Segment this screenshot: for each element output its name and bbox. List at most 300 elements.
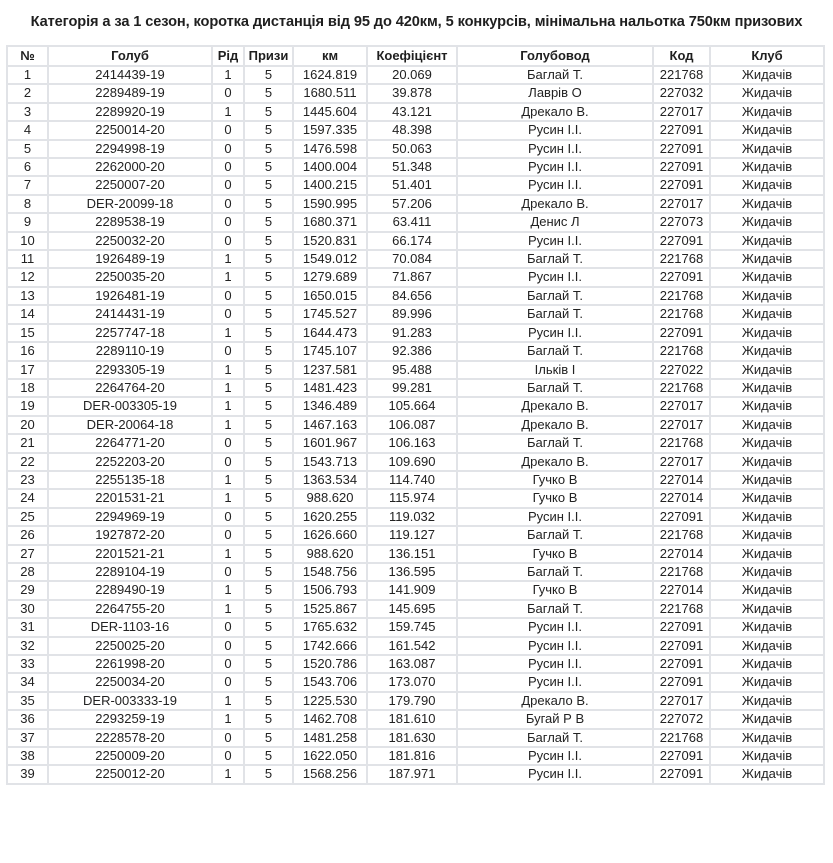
cell-coefficient: 70.084 xyxy=(367,250,457,268)
cell-fancier: Русин І.І. xyxy=(457,655,653,673)
header-club: Клуб xyxy=(710,46,824,66)
table-row xyxy=(7,140,824,158)
cell-fancier: Баглай Т. xyxy=(457,305,653,323)
cell-prizes: 5 xyxy=(244,213,293,231)
cell-sex: 1 xyxy=(212,361,244,379)
cell-coefficient: 119.032 xyxy=(367,508,457,526)
table-row xyxy=(7,729,824,747)
cell-sex: 0 xyxy=(212,342,244,360)
cell-code: 227017 xyxy=(653,453,710,471)
cell-sex: 0 xyxy=(212,453,244,471)
cell-number: 15 xyxy=(7,324,48,342)
cell-pigeon: DER-20099-18 xyxy=(48,195,212,213)
cell-sex: 0 xyxy=(212,673,244,691)
cell-fancier: Баглай Т. xyxy=(457,379,653,397)
cell-pigeon: 2250009-20 xyxy=(48,747,212,765)
table-row xyxy=(7,600,824,618)
cell-number: 9 xyxy=(7,213,48,231)
cell-fancier: Гучко В xyxy=(457,545,653,563)
cell-pigeon: 2289489-19 xyxy=(48,84,212,102)
cell-number: 39 xyxy=(7,765,48,783)
cell-fancier: Баглай Т. xyxy=(457,563,653,581)
cell-sex: 0 xyxy=(212,140,244,158)
table-row xyxy=(7,747,824,765)
table-row xyxy=(7,103,824,121)
cell-club: Жидачів xyxy=(710,361,824,379)
cell-number: 13 xyxy=(7,287,48,305)
cell-coefficient: 106.087 xyxy=(367,416,457,434)
cell-club: Жидачів xyxy=(710,268,824,286)
cell-number: 22 xyxy=(7,453,48,471)
table-row xyxy=(7,434,824,452)
cell-km: 1590.995 xyxy=(293,195,367,213)
cell-sex: 0 xyxy=(212,618,244,636)
cell-coefficient: 92.386 xyxy=(367,342,457,360)
cell-sex: 1 xyxy=(212,250,244,268)
cell-prizes: 5 xyxy=(244,361,293,379)
cell-coefficient: 145.695 xyxy=(367,600,457,618)
cell-sex: 0 xyxy=(212,729,244,747)
cell-prizes: 5 xyxy=(244,747,293,765)
cell-fancier: Русин І.І. xyxy=(457,140,653,158)
cell-code: 227017 xyxy=(653,397,710,415)
cell-number: 12 xyxy=(7,268,48,286)
cell-number: 7 xyxy=(7,176,48,194)
cell-club: Жидачів xyxy=(710,545,824,563)
cell-club: Жидачів xyxy=(710,526,824,544)
cell-club: Жидачів xyxy=(710,508,824,526)
cell-km: 1363.534 xyxy=(293,471,367,489)
cell-coefficient: 109.690 xyxy=(367,453,457,471)
cell-fancier: Русин І.І. xyxy=(457,637,653,655)
cell-club: Жидачів xyxy=(710,121,824,139)
cell-pigeon: 1926481-19 xyxy=(48,287,212,305)
cell-pigeon: 2294998-19 xyxy=(48,140,212,158)
cell-number: 18 xyxy=(7,379,48,397)
cell-fancier: Русин І.І. xyxy=(457,268,653,286)
cell-club: Жидачів xyxy=(710,103,824,121)
header-number: № xyxy=(7,46,48,66)
cell-pigeon: 2250035-20 xyxy=(48,268,212,286)
cell-prizes: 5 xyxy=(244,655,293,673)
table-row xyxy=(7,213,824,231)
cell-club: Жидачів xyxy=(710,232,824,250)
cell-club: Жидачів xyxy=(710,342,824,360)
cell-code: 227017 xyxy=(653,195,710,213)
cell-code: 227014 xyxy=(653,545,710,563)
cell-km: 1400.215 xyxy=(293,176,367,194)
header-fancier: Голубовод xyxy=(457,46,653,66)
cell-km: 1481.423 xyxy=(293,379,367,397)
cell-prizes: 5 xyxy=(244,379,293,397)
cell-pigeon: 2289104-19 xyxy=(48,563,212,581)
cell-km: 1680.511 xyxy=(293,84,367,102)
cell-fancier: Русин І.І. xyxy=(457,232,653,250)
cell-sex: 0 xyxy=(212,176,244,194)
cell-code: 221768 xyxy=(653,305,710,323)
header-code: Код xyxy=(653,46,710,66)
cell-code: 227091 xyxy=(653,121,710,139)
table-row xyxy=(7,489,824,507)
cell-club: Жидачів xyxy=(710,673,824,691)
cell-club: Жидачів xyxy=(710,729,824,747)
cell-sex: 0 xyxy=(212,508,244,526)
cell-fancier: Дрекало В. xyxy=(457,692,653,710)
header-pigeon: Голуб xyxy=(48,46,212,66)
cell-code: 221768 xyxy=(653,342,710,360)
cell-number: 32 xyxy=(7,637,48,655)
cell-coefficient: 43.121 xyxy=(367,103,457,121)
cell-code: 221768 xyxy=(653,434,710,452)
table-row xyxy=(7,268,824,286)
cell-coefficient: 51.401 xyxy=(367,176,457,194)
cell-sex: 1 xyxy=(212,324,244,342)
table-row xyxy=(7,287,824,305)
cell-km: 1520.831 xyxy=(293,232,367,250)
cell-coefficient: 159.745 xyxy=(367,618,457,636)
cell-pigeon: 2250034-20 xyxy=(48,673,212,691)
cell-fancier: Дрекало В. xyxy=(457,103,653,121)
cell-club: Жидачів xyxy=(710,416,824,434)
table-row xyxy=(7,710,824,728)
cell-pigeon: 2414431-19 xyxy=(48,305,212,323)
cell-pigeon: 2257747-18 xyxy=(48,324,212,342)
cell-fancier: Баглай Т. xyxy=(457,600,653,618)
cell-code: 227072 xyxy=(653,710,710,728)
cell-code: 227091 xyxy=(653,508,710,526)
cell-sex: 0 xyxy=(212,434,244,452)
cell-prizes: 5 xyxy=(244,526,293,544)
cell-prizes: 5 xyxy=(244,342,293,360)
cell-km: 1742.666 xyxy=(293,637,367,655)
cell-fancier: Лаврів О xyxy=(457,84,653,102)
cell-number: 33 xyxy=(7,655,48,673)
cell-pigeon: 2414439-19 xyxy=(48,66,212,84)
cell-fancier: Гучко В xyxy=(457,471,653,489)
cell-pigeon: 2261998-20 xyxy=(48,655,212,673)
cell-club: Жидачів xyxy=(710,692,824,710)
cell-prizes: 5 xyxy=(244,158,293,176)
cell-prizes: 5 xyxy=(244,710,293,728)
cell-pigeon: 2293305-19 xyxy=(48,361,212,379)
cell-code: 227014 xyxy=(653,581,710,599)
cell-code: 221768 xyxy=(653,287,710,305)
cell-number: 5 xyxy=(7,140,48,158)
cell-coefficient: 84.656 xyxy=(367,287,457,305)
cell-pigeon: 2289920-19 xyxy=(48,103,212,121)
cell-coefficient: 161.542 xyxy=(367,637,457,655)
cell-number: 38 xyxy=(7,747,48,765)
cell-pigeon: 2264755-20 xyxy=(48,600,212,618)
cell-fancier: Гучко В xyxy=(457,581,653,599)
cell-club: Жидачів xyxy=(710,213,824,231)
cell-prizes: 5 xyxy=(244,250,293,268)
cell-club: Жидачів xyxy=(710,66,824,84)
cell-club: Жидачів xyxy=(710,287,824,305)
cell-prizes: 5 xyxy=(244,195,293,213)
table-row xyxy=(7,361,824,379)
table-row xyxy=(7,692,824,710)
cell-number: 3 xyxy=(7,103,48,121)
cell-fancier: Баглай Т. xyxy=(457,287,653,305)
cell-pigeon: DER-003305-19 xyxy=(48,397,212,415)
cell-km: 1237.581 xyxy=(293,361,367,379)
cell-code: 227014 xyxy=(653,489,710,507)
cell-number: 25 xyxy=(7,508,48,526)
cell-number: 1 xyxy=(7,66,48,84)
cell-pigeon: 2255135-18 xyxy=(48,471,212,489)
cell-km: 1568.256 xyxy=(293,765,367,783)
cell-prizes: 5 xyxy=(244,324,293,342)
cell-sex: 1 xyxy=(212,103,244,121)
cell-pigeon: 2201521-21 xyxy=(48,545,212,563)
cell-club: Жидачів xyxy=(710,618,824,636)
table-row xyxy=(7,232,824,250)
cell-prizes: 5 xyxy=(244,121,293,139)
cell-code: 221768 xyxy=(653,250,710,268)
cell-number: 21 xyxy=(7,434,48,452)
cell-club: Жидачів xyxy=(710,581,824,599)
cell-prizes: 5 xyxy=(244,489,293,507)
cell-prizes: 5 xyxy=(244,508,293,526)
cell-fancier: Денис Л xyxy=(457,213,653,231)
cell-sex: 1 xyxy=(212,692,244,710)
cell-km: 1543.713 xyxy=(293,453,367,471)
cell-km: 1225.530 xyxy=(293,692,367,710)
cell-sex: 0 xyxy=(212,232,244,250)
cell-fancier: Ільків І xyxy=(457,361,653,379)
cell-prizes: 5 xyxy=(244,66,293,84)
cell-pigeon: 2264771-20 xyxy=(48,434,212,452)
cell-fancier: Дрекало В. xyxy=(457,195,653,213)
cell-fancier: Баглай Т. xyxy=(457,526,653,544)
cell-number: 6 xyxy=(7,158,48,176)
cell-km: 1476.598 xyxy=(293,140,367,158)
cell-pigeon: DER-003333-19 xyxy=(48,692,212,710)
cell-sex: 0 xyxy=(212,637,244,655)
cell-fancier: Русин І.І. xyxy=(457,158,653,176)
cell-pigeon: 2250014-20 xyxy=(48,121,212,139)
cell-pigeon: 2294969-19 xyxy=(48,508,212,526)
cell-prizes: 5 xyxy=(244,140,293,158)
table-row xyxy=(7,416,824,434)
cell-number: 23 xyxy=(7,471,48,489)
cell-pigeon: 2250007-20 xyxy=(48,176,212,194)
cell-km: 1445.604 xyxy=(293,103,367,121)
cell-sex: 1 xyxy=(212,471,244,489)
table-row xyxy=(7,563,824,581)
table-row xyxy=(7,526,824,544)
table-body xyxy=(7,66,824,784)
page-title: Категорія а за 1 сезон, коротка дистанція від 95 до 420км, 5 конкурсів, мінімальна нальотка 750км призових xyxy=(30,14,803,30)
header-sex: Рід xyxy=(212,46,244,66)
cell-coefficient: 181.610 xyxy=(367,710,457,728)
cell-km: 1745.107 xyxy=(293,342,367,360)
cell-km: 1400.004 xyxy=(293,158,367,176)
cell-km: 1624.819 xyxy=(293,66,367,84)
table-row xyxy=(7,397,824,415)
cell-prizes: 5 xyxy=(244,618,293,636)
cell-club: Жидачів xyxy=(710,140,824,158)
cell-fancier: Русин І.І. xyxy=(457,121,653,139)
results-table xyxy=(6,45,825,785)
cell-sex: 0 xyxy=(212,747,244,765)
cell-code: 227091 xyxy=(653,655,710,673)
cell-fancier: Баглай Т. xyxy=(457,250,653,268)
cell-number: 10 xyxy=(7,232,48,250)
cell-prizes: 5 xyxy=(244,287,293,305)
cell-km: 1525.867 xyxy=(293,600,367,618)
table-row xyxy=(7,121,824,139)
cell-club: Жидачів xyxy=(710,176,824,194)
cell-coefficient: 114.740 xyxy=(367,471,457,489)
table-row xyxy=(7,765,824,783)
cell-km: 988.620 xyxy=(293,545,367,563)
cell-code: 227091 xyxy=(653,673,710,691)
cell-club: Жидачів xyxy=(710,453,824,471)
cell-prizes: 5 xyxy=(244,765,293,783)
cell-number: 19 xyxy=(7,397,48,415)
cell-club: Жидачів xyxy=(710,324,824,342)
cell-fancier: Русин І.І. xyxy=(457,765,653,783)
table-row xyxy=(7,618,824,636)
cell-km: 1467.163 xyxy=(293,416,367,434)
cell-coefficient: 115.974 xyxy=(367,489,457,507)
cell-km: 1346.489 xyxy=(293,397,367,415)
cell-coefficient: 91.283 xyxy=(367,324,457,342)
cell-club: Жидачів xyxy=(710,195,824,213)
cell-sex: 1 xyxy=(212,581,244,599)
cell-sex: 1 xyxy=(212,710,244,728)
cell-number: 29 xyxy=(7,581,48,599)
table-row xyxy=(7,158,824,176)
cell-code: 221768 xyxy=(653,563,710,581)
cell-number: 37 xyxy=(7,729,48,747)
cell-km: 1745.527 xyxy=(293,305,367,323)
cell-pigeon: 2262000-20 xyxy=(48,158,212,176)
cell-km: 1543.706 xyxy=(293,673,367,691)
cell-km: 1644.473 xyxy=(293,324,367,342)
cell-sex: 1 xyxy=(212,268,244,286)
cell-number: 34 xyxy=(7,673,48,691)
cell-sex: 0 xyxy=(212,158,244,176)
cell-number: 36 xyxy=(7,710,48,728)
cell-coefficient: 136.151 xyxy=(367,545,457,563)
cell-code: 227091 xyxy=(653,637,710,655)
table-row xyxy=(7,508,824,526)
cell-code: 227091 xyxy=(653,747,710,765)
cell-sex: 1 xyxy=(212,765,244,783)
cell-club: Жидачів xyxy=(710,637,824,655)
cell-number: 17 xyxy=(7,361,48,379)
cell-coefficient: 105.664 xyxy=(367,397,457,415)
cell-km: 1765.632 xyxy=(293,618,367,636)
cell-coefficient: 63.411 xyxy=(367,213,457,231)
cell-coefficient: 187.971 xyxy=(367,765,457,783)
cell-code: 227014 xyxy=(653,471,710,489)
cell-fancier: Русин І.І. xyxy=(457,176,653,194)
cell-pigeon: 2289110-19 xyxy=(48,342,212,360)
cell-sex: 1 xyxy=(212,379,244,397)
cell-code: 227091 xyxy=(653,232,710,250)
cell-prizes: 5 xyxy=(244,453,293,471)
cell-sex: 1 xyxy=(212,489,244,507)
cell-fancier: Дрекало В. xyxy=(457,453,653,471)
cell-number: 2 xyxy=(7,84,48,102)
cell-sex: 1 xyxy=(212,397,244,415)
table-row xyxy=(7,250,824,268)
cell-fancier: Дрекало В. xyxy=(457,397,653,415)
table-row xyxy=(7,655,824,673)
cell-prizes: 5 xyxy=(244,397,293,415)
cell-pigeon: DER-1103-16 xyxy=(48,618,212,636)
cell-sex: 1 xyxy=(212,545,244,563)
cell-fancier: Баглай Т. xyxy=(457,729,653,747)
cell-number: 27 xyxy=(7,545,48,563)
cell-prizes: 5 xyxy=(244,471,293,489)
cell-prizes: 5 xyxy=(244,416,293,434)
cell-prizes: 5 xyxy=(244,232,293,250)
cell-km: 1481.258 xyxy=(293,729,367,747)
cell-code: 221768 xyxy=(653,600,710,618)
table-row xyxy=(7,673,824,691)
cell-coefficient: 173.070 xyxy=(367,673,457,691)
cell-fancier: Русин І.І. xyxy=(457,508,653,526)
cell-prizes: 5 xyxy=(244,305,293,323)
cell-club: Жидачів xyxy=(710,710,824,728)
cell-club: Жидачів xyxy=(710,747,824,765)
cell-number: 31 xyxy=(7,618,48,636)
cell-prizes: 5 xyxy=(244,545,293,563)
cell-code: 221768 xyxy=(653,526,710,544)
cell-km: 1620.255 xyxy=(293,508,367,526)
cell-club: Жидачів xyxy=(710,397,824,415)
cell-prizes: 5 xyxy=(244,268,293,286)
cell-coefficient: 71.867 xyxy=(367,268,457,286)
cell-pigeon: 2293259-19 xyxy=(48,710,212,728)
table-row xyxy=(7,471,824,489)
cell-km: 1279.689 xyxy=(293,268,367,286)
cell-code: 227091 xyxy=(653,324,710,342)
table-row xyxy=(7,545,824,563)
cell-code: 227017 xyxy=(653,416,710,434)
cell-number: 8 xyxy=(7,195,48,213)
cell-club: Жидачів xyxy=(710,563,824,581)
header-prizes: Призи xyxy=(244,46,293,66)
table-row xyxy=(7,324,824,342)
cell-number: 35 xyxy=(7,692,48,710)
cell-pigeon: 1927872-20 xyxy=(48,526,212,544)
cell-km: 1680.371 xyxy=(293,213,367,231)
cell-club: Жидачів xyxy=(710,379,824,397)
cell-club: Жидачів xyxy=(710,655,824,673)
cell-coefficient: 181.816 xyxy=(367,747,457,765)
cell-sex: 0 xyxy=(212,287,244,305)
cell-pigeon: 2250032-20 xyxy=(48,232,212,250)
cell-club: Жидачів xyxy=(710,158,824,176)
cell-sex: 0 xyxy=(212,213,244,231)
table-row xyxy=(7,453,824,471)
cell-pigeon: 2289490-19 xyxy=(48,581,212,599)
cell-number: 11 xyxy=(7,250,48,268)
cell-prizes: 5 xyxy=(244,729,293,747)
cell-code: 227091 xyxy=(653,765,710,783)
cell-coefficient: 39.878 xyxy=(367,84,457,102)
table-row xyxy=(7,195,824,213)
cell-prizes: 5 xyxy=(244,434,293,452)
cell-sex: 0 xyxy=(212,84,244,102)
cell-number: 16 xyxy=(7,342,48,360)
